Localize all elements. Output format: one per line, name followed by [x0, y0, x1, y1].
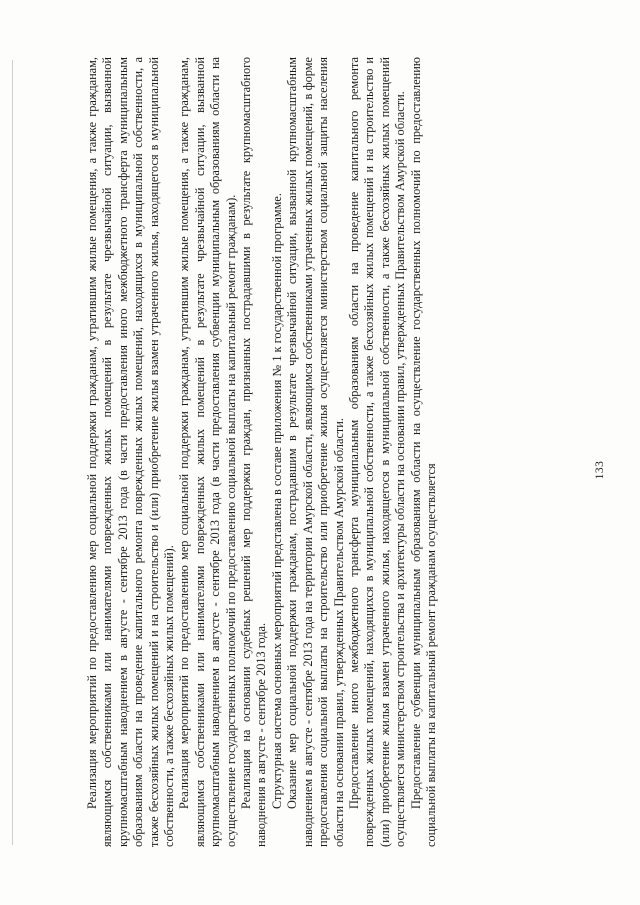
paragraph-6: Предоставление иного межбюджетного трансферта муниципальным образованиям области на проведение капитального ремонта поврежденных жилых помещений, находящихся в муниципальной собственности, а также бесхозяйных жилых помещений и на строительство и (или) приобретение жилья взамен утраченного жилья, находящегося в муниципальной собственности, а также бесхозяйных жилых помещений осуществляется министерством строительства и архитектуры области на основании правил, утвержденных Правительством Амурской области. — [346, 57, 408, 847]
rotated-text-block — [85, 57, 555, 847]
paragraph-4: Структурная система основных мероприятий представлена в составе приложения № 1 к государственной программе. — [269, 193, 284, 809]
paragraph-7: Предоставление субвенции муниципальным образованиям области на осуществление государственных полномочий по предоставлению социальной выплаты на капитальный ремонт гражданам осуществляется — [408, 57, 438, 847]
paragraph-3: Реализация на основании судебных решений мер поддержки граждан, признанных пострадавшими в результате крупномасштабного наводнения в августе - сентябре 2013 года. — [239, 57, 269, 847]
paragraph-2: Реализация мероприятий по предоставлению мер социальной поддержки гражданам, утратившим жилые помещения, а также гражданам, являющимся собственниками или нанимателями поврежденных жилых помещений в результате чрезвычайной ситуации, вызванной крупномасштабным наводнением в августе - сентябре 2013 года (в части предоставления субвенции муниципальным образованиям области на осуществление государственных полномочий по предоставлению социальной выплаты на капитальный ремонт гражданам). — [177, 57, 238, 847]
document-body — [85, 57, 555, 847]
paragraph-5: Оказание мер социальной поддержки гражданам, пострадавшим в результате чрезвычайной ситуации, вызванной крупномасштабным наводнением в августе - сентябре 2013 года на территории Амурской области, являющимся собственниками утраченных жилых помещений, в форме предоставления социальной выплаты на строительство или приобретение жилья осуществляется министерством социальной защиты населения области на основании правил, утвержденных Правительством Амурской области. — [285, 57, 346, 847]
page-number — [594, 455, 612, 485]
scan-edge-line — [12, 60, 13, 845]
paragraph-1: Реализация мероприятий по предоставлению мер социальной поддержки гражданам, утратившим жилые помещения, а также гражданам, являющимся собственниками или нанимателями поврежденных жилых помещений в результате чрезвычайной ситуации, вызванной крупномасштабным наводнением в августе - сентябре 2013 года (в части предоставления иного межбюджетного трансферта муниципальным образованиям области на проведение капитального ремонта поврежденных жилых помещений, находящихся в муниципальной собственности, а также бесхозяйных жилых помещений и на строительство и (или) приобретение жилья взамен утраченного жилья, находящегося в муниципальной собственности, а также бесхозяйных жилых помещений). — [85, 57, 177, 847]
page-number-text: 133 — [594, 460, 606, 480]
